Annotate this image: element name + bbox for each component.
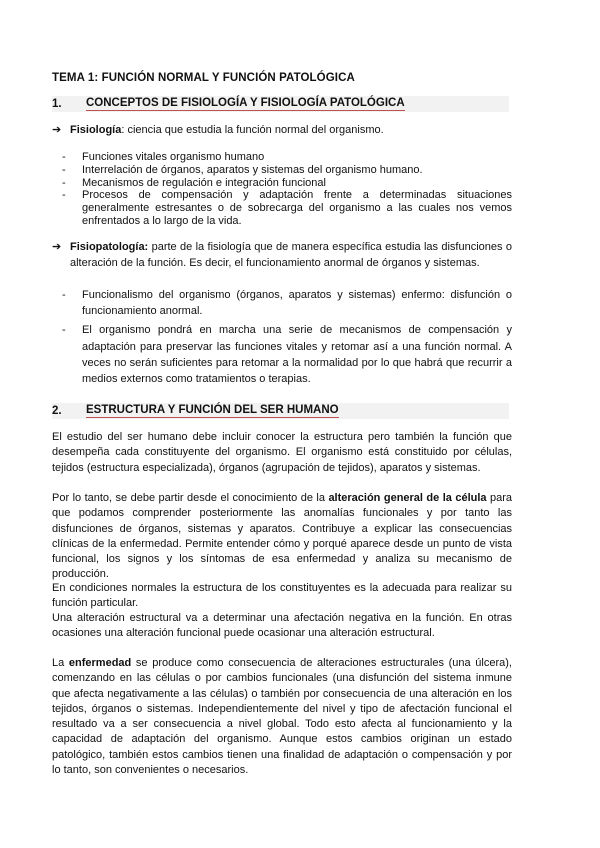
list-item: - Funciones vitales organismo humano [62,151,512,164]
paragraph: El estudio del ser humano debe incluir conocer la estructura pero también la función que desempeña cada constituyente del organismo. El organismo está constituido por células, tejidos (estructura especializada), órganos (agrupación de tejidos), aparatos y sistemas. [52,431,512,474]
paragraph [52,491,512,583]
text-span: La [52,657,69,669]
fisiologia-text: : ciencia que estudia la función normal del organismo. [121,124,384,136]
arrow-bullet-icon: ➔ [52,124,62,136]
list-item: - Procesos de compensación y adaptación frente a determinadas situaciones generalmente estresantes o de sobrecarga del organismo a las cuales nos vemos enfrentados a lo largo de la vida. [62,189,512,227]
fisiopatologia-text: parte de la fisiología que de manera específica estudia las disfunciones o alteración de la función. Es decir, el funcionamiento anormal de órganos y sistemas. [70,241,512,269]
document-title: TEMA 1: FUNCIÓN NORMAL Y FUNCIÓN PATOLÓGICA [52,72,355,84]
text-span: Por lo tanto, se debe partir desde el conocimiento de la [52,492,329,504]
bold-term: alteración general de la célula [328,492,487,504]
paragraph [52,656,512,778]
list-item: - El organismo pondrá en marcha una serie de mecanismos de compensación y adaptación para preservar las funciones vitales y retomar así a una función normal. A veces no serán suficientes para retomar a la normalidad por lo que habrá que recurrir a medios externos como tratamientos o terapias. [62,322,512,387]
fisiopatologia-definition [52,240,512,271]
list-item: - Funcionalismo del organismo (órganos, aparatos y sistemas) enfermo: disfunción o funcionamiento anormal. [62,287,512,319]
list-item: - Interrelación de órganos, aparatos y sistemas del organismo humano. [62,164,512,177]
fisiologia-definition [52,123,512,139]
list-item: - Mecanismos de regulación e integración funcional [62,177,512,190]
paragraph: En condiciones normales la estructura de los constituyentes es la adecuada para realizar su función particular. [52,582,512,610]
section-2-title: ESTRUCTURA Y FUNCIÓN DEL SER HUMANO [86,404,339,416]
bold-term: enfermedad [68,657,132,669]
fisiologia-list [62,151,512,228]
section-1-title: CONCEPTOS DE FISIOLOGÍA Y FISIOLOGÍA PATOLÓGICA [86,97,405,109]
paragraph: Una alteración estructural va a determinar una afectación negativa en la función. En otras ocasiones una alteración funcional puede ocasionar una alteración estructural. [52,612,512,640]
fisiopatologia-term: Fisiopatología: [70,241,149,253]
section-2-number: 2. [52,405,62,417]
arrow-bullet-icon: ➔ [52,241,62,253]
text-span: se produce como consecuencia de alteraciones estructurales (una úlcera), comenzando en las células o por cambios funcionales (una disfunción del sistema inmune que afecta negativamente a las células) o también por consecuencia de una alteración en los tejidos, órganos o sistemas. Independientemente del nivel y tipo de afectación funcional el resultado va a ser consecuencia a nivel global. Todo esto afecta al funcionamiento y la capacidad de adaptación del organismo. Aunque estos cambios originan un estado patológico, también estos cambios tienen una finalidad de adaptación o compensación y por lo tanto, son convenientes o necesarios. [52,657,512,777]
text-span: para que podamos comprender posteriormente las anomalías funcionales y por tanto las disfunciones de órganos, sistemas y aparatos. Contribuye a explicar las consecuencias clínicas de la enfermedad. Permite entender cómo y porqué aparece desde un punto de vista funcional, los signos y los síntomas de esa enfermedad y analiza su mecanismo de producción. [52,492,512,581]
section-2-heading [52,403,509,419]
section-1-heading [52,96,509,112]
fisiopatologia-list [62,287,512,390]
fisiologia-term: Fisiología [70,124,122,136]
section-1-number: 1. [52,98,62,110]
